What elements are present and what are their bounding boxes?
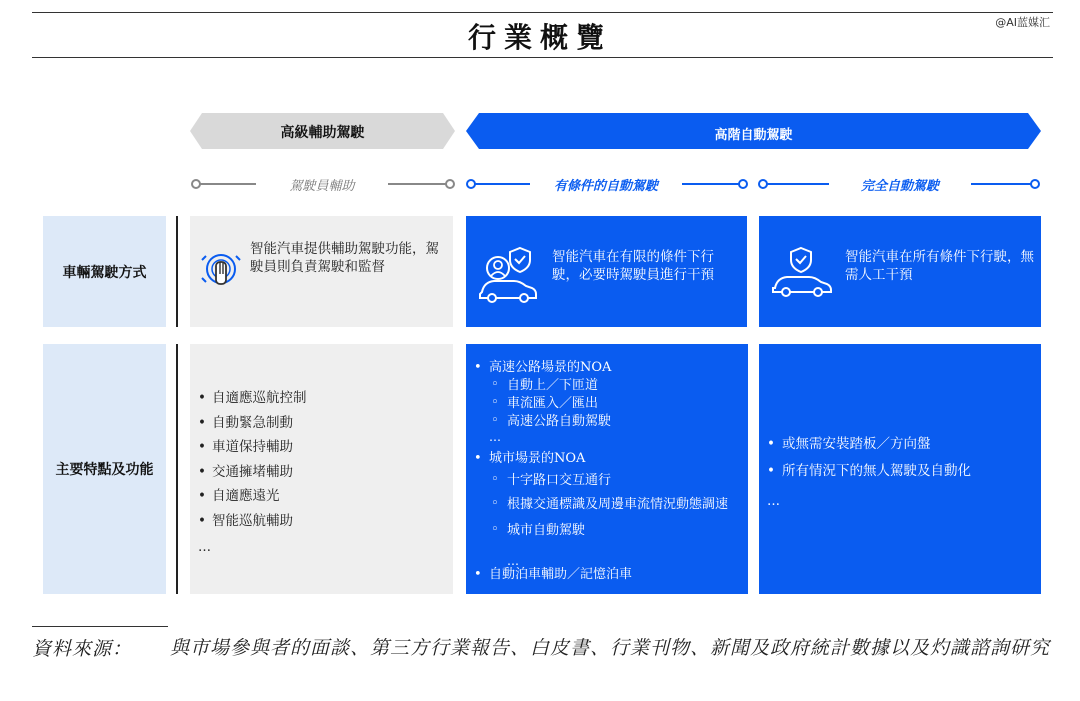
features-driver-assist-cell — [190, 344, 453, 594]
list-item: • 或無需安裝踏板／方向盤 — [767, 431, 1037, 458]
shield-car-icon — [771, 246, 833, 298]
person-shield-car-icon — [476, 246, 540, 304]
driver-assist-feature-list — [198, 386, 438, 533]
city-feature-list — [474, 450, 744, 540]
list-item: ◦ 十字路口交互通行 — [489, 472, 744, 490]
top-rule — [32, 12, 1053, 13]
list-item: • 所有情況下的無人駕駛及自動化 — [767, 458, 1037, 485]
list-item: • 自動緊急制動 — [198, 411, 438, 436]
row-divider — [176, 344, 178, 594]
row-head-features — [43, 344, 166, 594]
parking-feature-list — [474, 566, 744, 584]
list-item: • 自動泊車輔助／記憶泊車 — [474, 566, 744, 584]
list-item: ◦ 根據交通標識及周邊車流情況動態調速 — [489, 496, 744, 514]
page-title: 行業概覽 — [467, 21, 612, 54]
mode-conditional-text: 智能汽車在有限的條件下行駛，必要時駕駛員進行干預 — [552, 249, 714, 283]
highway-more: … — [489, 430, 501, 444]
city-noa-label: 城市場景的NOA — [489, 451, 586, 466]
full-line — [757, 175, 1043, 195]
high-level-label: 高階自動駕駛 — [714, 128, 793, 143]
conditional-line — [466, 175, 751, 195]
row-head-mode-label: 車輛駕駛方式 — [62, 264, 147, 281]
mode-driver-assist-cell — [190, 216, 453, 327]
mode-conditional-cell — [466, 216, 747, 327]
hand-touch-icon — [198, 248, 244, 294]
list-item: • 交通擁堵輔助 — [198, 460, 438, 485]
conditional-feature-list — [474, 359, 744, 431]
driver-assist-more: … — [198, 540, 211, 555]
mode-full-text: 智能汽車在所有條件下行駛，無需人工干預 — [845, 249, 1034, 283]
row-head-mode — [43, 216, 166, 327]
features-full-cell — [759, 344, 1041, 594]
footer-rule — [32, 626, 168, 627]
highway-noa-label: 高速公路場景的NOA — [489, 360, 612, 375]
row-divider — [176, 216, 178, 327]
full-more: … — [767, 494, 780, 509]
list-item: ◦ 高速公路自動駕駛 — [489, 413, 744, 431]
driver-assist-line — [190, 175, 458, 195]
source-label: 資料來源： — [32, 638, 133, 660]
full-feature-list — [767, 431, 1037, 485]
list-item: • 自適應巡航控制 — [198, 386, 438, 411]
list-item: ◦ 車流匯入／匯出 — [489, 395, 744, 413]
conditional-label: 有條件的自動駕駛 — [553, 179, 658, 194]
driver-assist-label: 駕駛員輔助 — [289, 179, 355, 194]
highway-sub-list — [489, 377, 744, 431]
list-item — [474, 359, 744, 431]
list-item: • 自適應遠光 — [198, 484, 438, 509]
title-rule — [32, 57, 1053, 58]
list-item: • 智能巡航輔助 — [198, 509, 438, 534]
mode-driver-assist-text: 智能汽車提供輔助駕駛功能，駕駛員則負責駕駛和監督 — [250, 241, 439, 275]
watermark: @AI蓝媒汇 — [995, 16, 1050, 29]
city-sub-list — [489, 472, 744, 540]
list-item: ◦ 城市自動駕駛 — [489, 522, 744, 540]
city-more: … — [507, 554, 519, 568]
row-head-features-label: 主要特點及功能 — [55, 462, 154, 478]
list-item: ◦ 自動上／下匝道 — [489, 377, 744, 395]
mode-full-cell — [759, 216, 1041, 327]
adas-label: 高級輔助駕駛 — [280, 125, 365, 141]
features-conditional-cell — [466, 344, 748, 594]
full-label: 完全自動駕駛 — [860, 179, 939, 194]
list-item: • 車道保持輔助 — [198, 435, 438, 460]
source-text: 與市場參與者的面談、第三方行業報告、白皮書、行業刊物、新聞及政府統計數據以及灼識諮詢研究 — [170, 637, 1051, 659]
list-item — [474, 450, 744, 540]
